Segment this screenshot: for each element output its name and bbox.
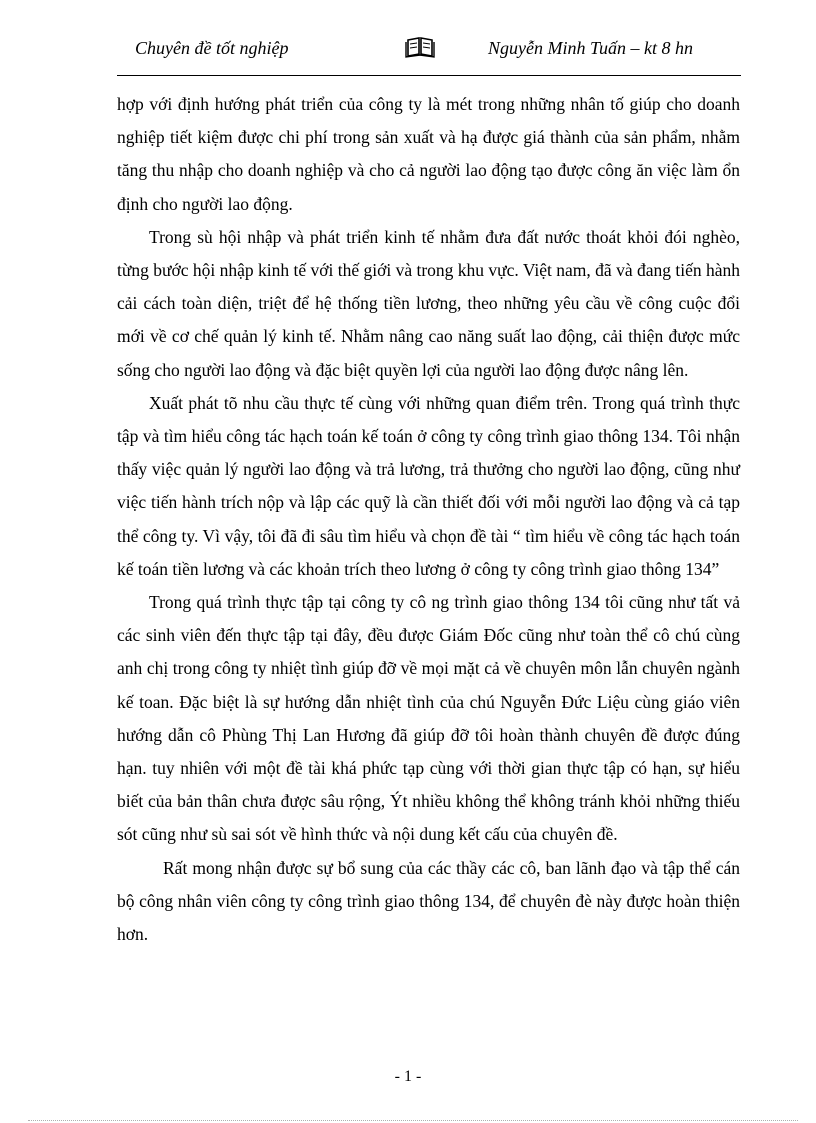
page-bottom-divider <box>28 1120 798 1121</box>
page-number: - 1 - <box>394 1068 422 1085</box>
page-header <box>117 36 741 64</box>
paragraph-3: Xuất phát tõ nhu cầu thực tế cùng với những quan điểm trên. Trong quá trình thực tập và tìm hiểu công tác hạch toán kế toán ở công ty công trình giao thông 134. Tôi nhận thấy việc quản lý người lao động và trả lương, trả thưởng cho người lao động, cũng như việc tiến hành trích nộp và lập các quỹ là cần thiết đối với mỗi người lao động và cả tạp thể công ty. Vì vậy, tôi đã đi sâu tìm hiểu và chọn đề tài “ tìm hiểu về công tác hạch toán kế toán tiền lương và các khoản trích theo lương ở công ty công trình giao thông 134” <box>117 392 740 579</box>
paragraph-2: Trong sù hội nhập và phát triển kinh tế nhằm đưa đất nước thoát khỏi đói nghèo, từng bước hội nhập kinh tế với thế giới và trong khu vực. Việt nam, đã và đang tiến hành cải cách toàn diện, triệt để hệ thống tiền lương, theo những yêu cầu về công cuộc đổi mới về cơ chế quản lý kinh tế. Nhằm nâng cao năng suất lao động, cải thiện được mức sống cho người lao động và đặc biệt quyền lợi của người lao động được nâng lên. <box>117 226 740 380</box>
header-title: Chuyên đề tốt nghiệp <box>135 38 289 58</box>
book-icon <box>405 36 435 58</box>
paragraph-1: hợp với định hướng phát triển của công ty là mét trong những nhân tố giúp cho doanh nghiệp tiết kiệm được chi phí trong sản xuất và hạ được giá thành của sản phẩm, nhằm tăng thu nhập cho doanh nghiệp và cho cả người lao động tạo được công ăn việc làm ổn định cho người lao động. <box>117 94 740 214</box>
header-divider <box>117 75 741 76</box>
paragraph-5: Rất mong nhận được sự bổ sung của các thầy các cô, ban lãnh đạo và tập thể cán bộ công nhân viên công ty công trình giao thông 134, để chuyên đè này được hoàn thiện hơn. <box>117 857 740 945</box>
document-body <box>117 88 740 951</box>
paragraph-4: Trong quá trình thực tập tại công ty cô ng trình giao thông 134 tôi cũng như tất vả các sinh viên đến thực tập tại đây, đều được Giám Đốc cũng như toàn thể cô chú cùng anh chị trong công ty nhiệt tình giúp đỡ về mọi mặt cả về chuyên môn lẫn chuyên ngành kế toan. Đặc biệt là sự hướng dẫn nhiệt tình của chú Nguyễn Đức Liệu cùng giáo viên hướng dẫn cô Phùng Thị Lan Hương đã giúp đỡ tôi hoàn thành chuyên đề được đúng hạn. tuy nhiên với một đề tài khá phức tạp cùng với thời gian thực tập có hạn, sự hiểu biết của bản thân chưa được sâu rộng, Ýt nhiều không thể không tránh khỏi những thiếu sót cũng như sù sai sót về hình thức và nội dung kết cấu của chuyên đề. <box>117 592 740 845</box>
header-author: Nguyễn Minh Tuấn – kt 8 hn <box>488 38 693 58</box>
